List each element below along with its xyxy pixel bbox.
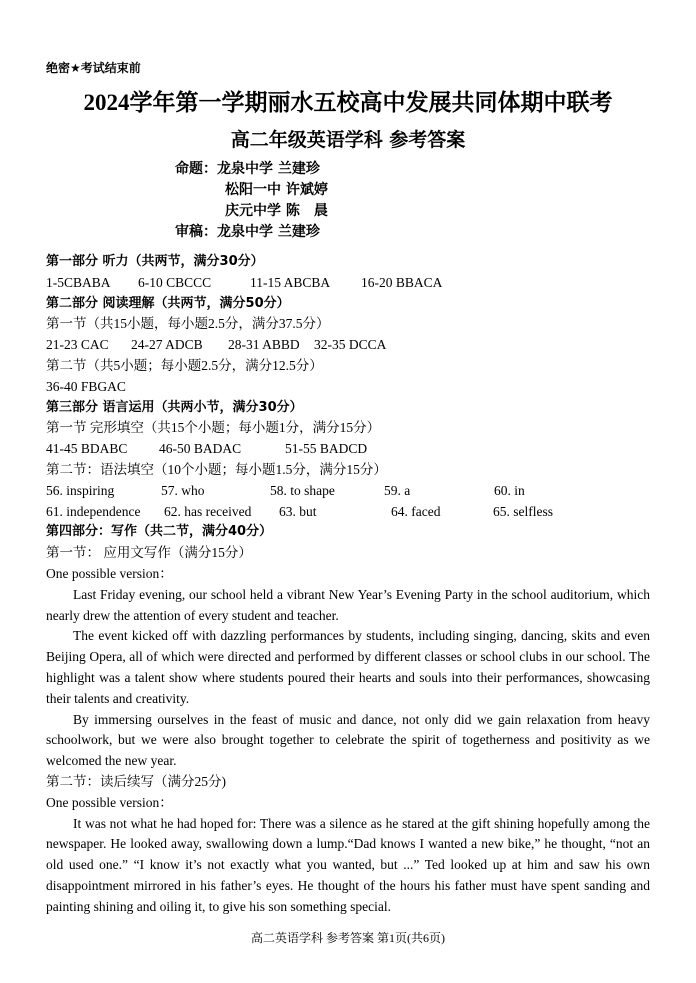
authors-block <box>175 159 328 243</box>
page-title: 2024学年第一学期丽水五校高中发展共同体期中联考 <box>83 90 613 115</box>
subsection-label: 第一节 完形填空（共15个小题；每小题1分，满分15分） <box>46 420 381 436</box>
section-heading: 第三部分 语言运用（共两小节，满分30分） <box>46 399 303 415</box>
answer: 11-15 ABCBA <box>250 274 331 290</box>
page-subtitle: 高二年级英语学科 参考答案 <box>230 129 466 151</box>
version-label: One possible version： <box>46 794 173 810</box>
author-line: 松阳一中 许斌婷 <box>225 182 328 198</box>
answer: 58. to shape <box>270 482 335 498</box>
answer: 46-50 BADAC <box>159 441 242 457</box>
answer: 28-31 ABBD <box>228 337 300 353</box>
answer-body <box>46 252 650 918</box>
answer: 57. who <box>161 482 205 498</box>
answer: 60. in <box>494 482 525 498</box>
answer: 61. independence <box>46 503 141 519</box>
answer: 64. faced <box>391 503 441 519</box>
subsection-label: 第二节：语法填空（10个小题；每小题1.5分，满分15分） <box>46 461 387 477</box>
subsection-label: 第一节（共15小题，每小题2.5分，满分37.5分） <box>46 316 330 332</box>
subsection-label: 第二节：读后续写（满分25分) <box>46 773 226 789</box>
section-heading: 第四部分：写作（共二节，满分40分） <box>46 524 273 540</box>
section-heading: 第一部分 听力（共两节，满分30分） <box>46 254 264 269</box>
subsection-label: 第一节： 应用文写作（满分15分） <box>46 545 252 561</box>
answer: 41-45 BDABC <box>46 441 128 457</box>
answer: 63. but <box>279 503 317 519</box>
answer: 51-55 BADCD <box>285 441 368 457</box>
answer: 21-23 CAC <box>46 337 109 353</box>
essay-paragraph: By immersing ourselves in the feast of music and dance, not only did we gain relaxation from heavy schoolwork, but we were also brought together to celebrate the spirit of togetherness and positivity as we welcomed the new year. <box>46 711 650 769</box>
answer: 62. has received <box>164 503 252 519</box>
answer-row <box>46 335 650 356</box>
answer: 6-10 CBCCC <box>138 274 212 290</box>
answer: 32-35 DCCA <box>314 337 387 353</box>
author-line: 命题：龙泉中学 兰建珍 <box>175 161 320 177</box>
answer: 65. selfless <box>493 503 553 519</box>
version-label: One possible version： <box>46 565 173 581</box>
answer-row <box>46 502 650 523</box>
answer-row <box>46 273 650 294</box>
answer: 1-5CBABA <box>46 274 111 290</box>
answer: 16-20 BBACA <box>361 274 443 290</box>
answer-row <box>46 481 650 502</box>
subsection-label: 第二节（共5小题；每小题2.5分，满分12.5分） <box>46 357 323 373</box>
answer: 59. a <box>384 482 411 498</box>
confidential-label: 绝密★考试结束前 <box>46 61 141 75</box>
essay-paragraph: It was not what he had hoped for: There was a silence as he stared at the gift shining hopefully among the newspaper. He looked away, swallowing down a lump.“Dad knows I wanted a new bike,” he thought, “not an old used one.” “I know it’s not exactly what you wanted, but ...” Ted looked up at him and saw his own disappointment mirrored in his father’s eyes. He thought of the hours his father must have spent sanding and painting shining and oiling it, to give his son something special. <box>46 815 650 914</box>
answer-row <box>46 439 650 460</box>
essay-paragraph: Last Friday evening, our school held a vibrant New Year’s Evening Party in the school auditorium, which nearly drew the attention of every student and teacher. <box>46 586 650 623</box>
essay-paragraph: The event kicked off with dazzling performances by students, including singing, dancing, skits and even Beijing Opera, all of which were directed and performed by different classes or school clubs in our school. The highlight was a talent show where students poured their hearts and souls into their performances, showcasing their talents and creativity. <box>46 628 650 706</box>
answer: 56. inspiring <box>46 482 115 498</box>
section-heading: 第二部分 阅读理解（共两节，满分50分） <box>46 295 290 311</box>
answer-row: 36-40 FBGAC <box>46 378 126 394</box>
author-line: 庆元中学 陈 晨 <box>225 203 328 219</box>
page-footer: 高二英语学科 参考答案 第1页(共6页) <box>251 931 445 945</box>
reviewer-line: 审稿：龙泉中学 兰建珍 <box>175 224 320 240</box>
answer: 24-27 ADCB <box>131 337 203 353</box>
